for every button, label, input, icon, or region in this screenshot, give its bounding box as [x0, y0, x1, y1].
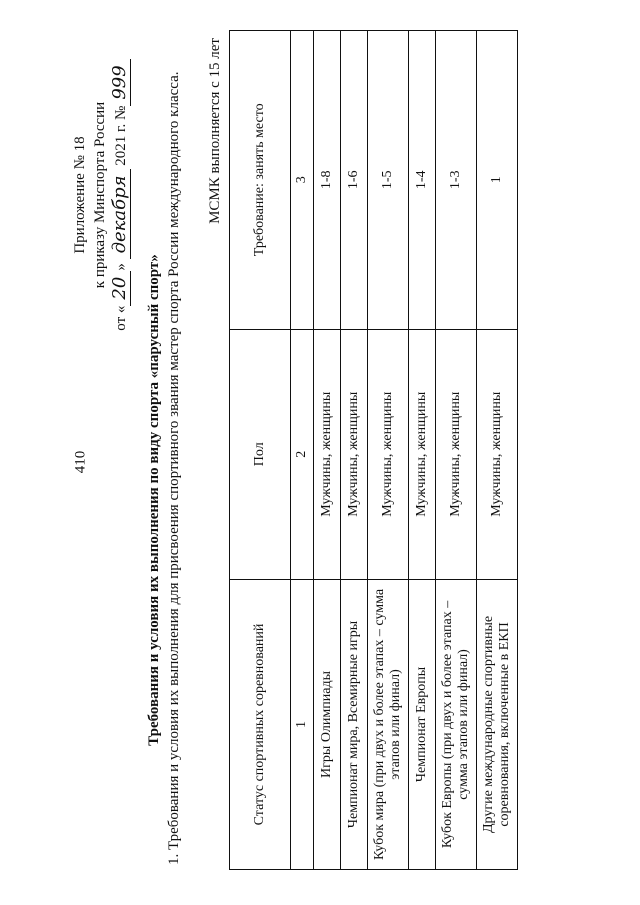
table-cell: Другие международные спортивные соревнования, включенные в ЕКП — [477, 579, 518, 869]
col-number: 2 — [291, 329, 314, 579]
annex-number: 999 — [109, 59, 131, 105]
section-1-text: 1. Требования и условия их выполнения для присвоения спортивного звания мастер спорта России международного класса. — [166, 71, 182, 865]
table-cell: Мужчины, женщины — [409, 329, 436, 579]
table-row — [436, 31, 477, 870]
table-row — [409, 31, 436, 870]
annex-from: от « — [113, 305, 129, 331]
annex-date-line — [110, 30, 131, 360]
table-number-row — [291, 31, 314, 870]
header-status: Статус спортивных соревнований — [230, 579, 291, 869]
annex-header — [70, 30, 131, 360]
table-cell: 1-8 — [314, 31, 341, 330]
table-cell: Чемпионат мира, Всемирные игры — [341, 579, 368, 869]
col-number: 1 — [291, 579, 314, 869]
table-cell: Мужчины, женщины — [314, 329, 341, 579]
table-cell: Чемпионат Европы — [409, 579, 436, 869]
document-title: Требования и условия их выполнения по виду спорта «парусный спорт» — [146, 254, 162, 746]
table-cell: 1 — [477, 31, 518, 330]
table-row — [477, 31, 518, 870]
table-cell: Мужчины, женщины — [341, 329, 368, 579]
annex-day: 20 — [109, 271, 131, 306]
rotated-document-content — [70, 30, 570, 870]
annex-month: декабря — [109, 169, 131, 259]
table-cell: Мужчины, женщины — [436, 329, 477, 579]
table-cell: Мужчины, женщины — [477, 329, 518, 579]
annex-order-line: к приказу Минспорта России — [92, 101, 108, 289]
table-cell: 1-4 — [409, 31, 436, 330]
table-cell: 1-5 — [368, 31, 409, 330]
annex-title: Приложение № 18 — [72, 136, 88, 254]
requirements-table — [229, 30, 518, 870]
table-header-row — [230, 31, 291, 870]
header-requirement: Требование: занять место — [230, 31, 291, 330]
table-row — [368, 31, 409, 870]
table-cell: Кубок мира (при двух и более этапах – сумма этапов или финал) — [368, 579, 409, 869]
header-sex: Пол — [230, 329, 291, 579]
table-row — [314, 31, 341, 870]
col-number: 3 — [291, 31, 314, 330]
age-note: МСМК выполняется с 15 лет — [207, 38, 223, 224]
table-cell: 1-3 — [436, 31, 477, 330]
table-cell: 1-6 — [341, 31, 368, 330]
page-number: 410 — [72, 450, 89, 474]
table-cell: Кубок Европы (при двух и более этапах – сумма этапов или финал) — [436, 579, 477, 869]
table-row — [341, 31, 368, 870]
annex-mid: » — [113, 263, 129, 271]
table-cell: Игры Олимпиады — [314, 579, 341, 869]
annex-year-no: 2021 г. № — [113, 105, 129, 166]
table-cell: Мужчины, женщины — [368, 329, 409, 579]
